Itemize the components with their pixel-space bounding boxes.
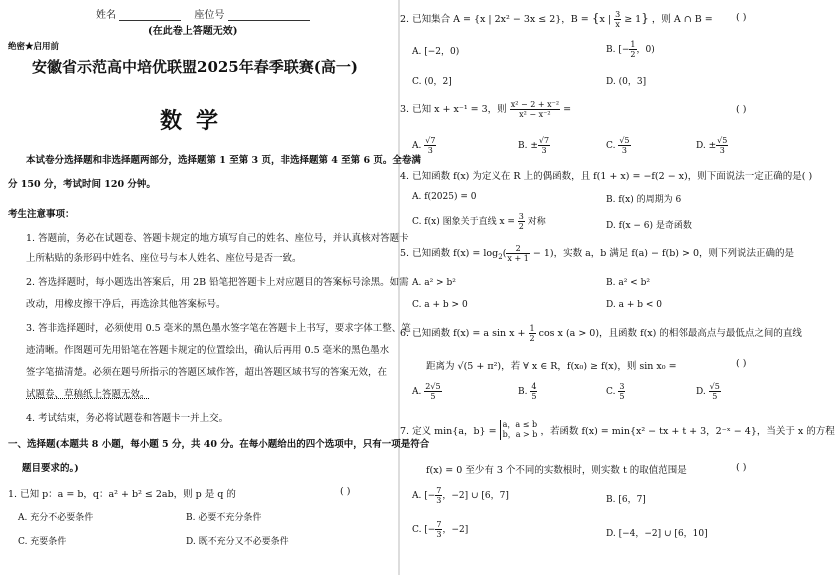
q4-stem: 4. 已知函数 f(x) 为定义在 R 上的偶函数，且 f(1 + x) = −f(2 − x)，则下面说法一定正确的是( ) <box>400 171 813 182</box>
q1-option-c: C. 充要条件 <box>18 537 67 547</box>
q1-option-a: A. 充分不必要条件 <box>18 513 94 523</box>
q5-stem: 5. 已知函数 $f(x) = \log_2$( $\frac{2}{x + 1}$ − 1)，实数 a，b 满足 f(a) − f(b) > 0，则下列说法正确的是 <box>400 244 795 263</box>
seat-label: 座位号 <box>194 10 225 21</box>
name-blank <box>119 11 181 21</box>
name-label: 姓名 <box>96 10 116 21</box>
note-1b: 上所粘贴的条形码中姓名、座位号与本人姓名、座位号是否一致。 <box>26 253 302 264</box>
q4-option-a: A. f(2025) = 0 <box>412 192 477 202</box>
q2-stem: 2. 已知集合 A = {x | 2x² − 3x ≤ 2}，B = {x | $\frac{3}{x}$ ≥ 1} ，则 A ∩ B = <box>400 10 713 29</box>
header-note: (在此卷上答题无效) <box>148 26 238 37</box>
seat-blank <box>228 11 310 21</box>
section1-line2: 题目要求的。) <box>22 463 79 474</box>
q7-paren: ( ) <box>736 462 747 473</box>
note-3a: 3. 答非选择题时，必须使用 0.5 毫米的黑色墨水签字笔在答题卡上书写，要求字体工整、笔 <box>26 323 411 334</box>
q2-option-c: C. (0，2] <box>412 77 452 87</box>
q6-option-b: B. $\frac{4}{5}$ <box>518 382 537 401</box>
q2-option-d: D. (0，3] <box>606 77 647 87</box>
q1-option-d: D. 既不充分又不必要条件 <box>186 537 289 547</box>
section1-line1: 一、选择题(本题共 8 小题，每小题 5 分，共 40 分。在每小题给出的四个选项中，只有一项是符合 <box>8 439 430 450</box>
q3-option-a: A. $\frac{√7}{3}$ <box>412 136 436 155</box>
q5-option-d: D. a + b < 0 <box>606 300 662 310</box>
note-2a: 2. 答选择题时，每小题选出答案后，用 2B 铅笔把答题卡上对应题目的答案标号涂黑。如需 <box>26 277 409 288</box>
q7-stem-line1: 7. 定义 min{a，b} = a，a ≤ b b，a > b ，若函数 f(x) = min{x² − tx + t + 3，2⁻ˣ − 4}，当关于 x 的方程 <box>400 420 835 439</box>
q5-option-a: A. a² > b² <box>412 278 456 288</box>
q6-option-d: D. $\frac{√5}{5}$ <box>696 382 720 401</box>
q6-option-c: C. $\frac{3}{5}$ <box>606 382 625 401</box>
note-3c: 签字笔描清楚。必须在题号所指示的答题区域作答，超出答题区域书写的答案无效，在 <box>26 367 388 378</box>
q2-option-a: A. [−2，0) <box>412 47 460 57</box>
q3-option-c: C. $\frac{√5}{3}$ <box>606 136 630 155</box>
q3-option-d: D. ± $\frac{√5}{3}$ <box>696 136 728 155</box>
note-2b: 改动，用橡皮擦干净后，再选涂其他答案标号。 <box>26 299 226 310</box>
q3-stem: 3. 已知 x + x⁻¹ = 3，则 $\frac{\text{x² − 2 + x⁻²}}{\text{x² − x⁻²}}$ = <box>400 100 572 119</box>
q3-paren: ( ) <box>736 104 747 115</box>
q4-option-d: D. f(x − 6) 是奇函数 <box>606 221 692 231</box>
secret-label: 绝密★启用前 <box>8 42 60 52</box>
q5-option-c: C. a + b > 0 <box>412 300 468 310</box>
q1-paren: ( ) <box>340 486 351 497</box>
subject-title: 数学 <box>160 108 233 134</box>
name-field <box>96 6 310 21</box>
notes-heading: 考生注意事项： <box>8 209 75 220</box>
q5-option-b: B. a² < b² <box>606 278 650 288</box>
note-3d: 试题卷、草稿纸上答题无效。 <box>26 389 150 400</box>
note-3b: 迹清晰。作图题可先用铅笔在答题卡规定的位置绘出，确认后再用 0.5 毫米的黑色墨水 <box>26 345 390 356</box>
q7-option-d: D. [−4，−2] ∪ [6，10] <box>606 529 708 539</box>
q6-stem-line1: 6. 已知函数 f(x) = a sin x + $\frac{1}{2}$ cos x (a > 0)，且函数 f(x) 的相邻最高点与最低点之间的直线 <box>400 324 802 343</box>
q7-option-a: A. [− $\frac{7}{3}$ ，−2] ∪ [6，7] <box>412 486 509 505</box>
q7-option-b: B. [6，7] <box>606 495 646 505</box>
q1-stem: 1. 已知 p：a = b，q：a² + b² ≤ 2ab，则 p 是 q 的 <box>8 489 236 500</box>
intro-line2: 分 150 分，考试时间 120 分钟。 <box>8 179 156 190</box>
right-page <box>400 0 835 575</box>
q6-paren: ( ) <box>736 358 747 369</box>
exam-title: 安徽省示范高中培优联盟2025年春季联赛(高一) <box>32 58 358 76</box>
q6-option-a: A. $\frac{2√5}{5}$ <box>412 382 441 401</box>
q1-option-b: B. 必要不充分条件 <box>186 513 262 523</box>
intro-line1: 本试卷分选择题和非选择题两部分，选择题第 1 至第 3 页，非选择题第 4 至第 6 页。全卷满 <box>26 155 421 166</box>
q3-option-b: B. ± $\frac{√7}{3}$ <box>518 136 550 155</box>
q6-stem-line2: 距离为 √(5 + π²)，若 ∀ x ∈ R，f(x₀) ≥ f(x)，则 sin x₀ = <box>426 361 677 372</box>
q7-piecewise: a，a ≤ b b，a > b <box>500 420 538 440</box>
q7-option-c: C. [− $\frac{7}{3}$ ，−2] <box>412 520 469 539</box>
q2-option-b: B. [− $\frac{1}{2}$ ，0) <box>606 40 655 59</box>
q7-stem-line2: f(x) = 0 至少有 3 个不同的实数根时，则实数 t 的取值范围是 <box>426 465 687 476</box>
q2-frac: $\frac{3}{x}$ <box>615 10 621 29</box>
note-4: 4. 考试结束，务必将试题卷和答题卡一并上交。 <box>26 413 229 424</box>
q2-paren: ( ) <box>736 12 747 23</box>
q4-option-b: B. f(x) 的周期为 6 <box>606 195 682 205</box>
q4-option-c: C. f(x) 图象关于直线 x = $\frac{3}{2}$ 对称 <box>412 212 546 231</box>
note-1a: 1. 答题前，务必在试题卷、答题卡规定的地方填写自己的姓名、座位号，并认真核对答题卡 <box>26 233 409 244</box>
